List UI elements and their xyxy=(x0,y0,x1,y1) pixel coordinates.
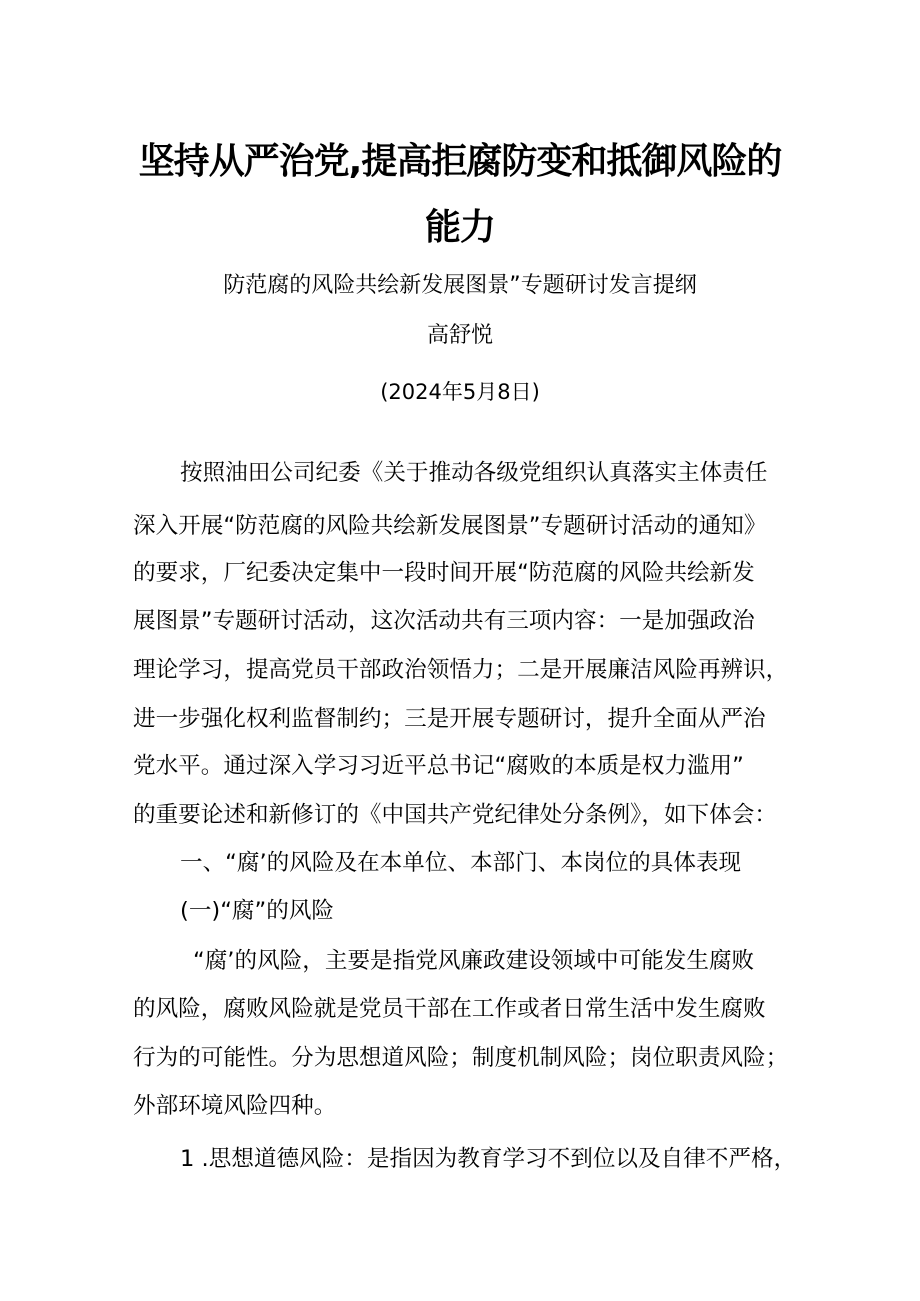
section-heading: 一、“腐’的风险及在本单位、本部门、本岗位的具体表现 xyxy=(180,850,742,876)
paragraph-line: 的重要论述和新修订的《中国共产党纪律处分条例》，如下体会： xyxy=(133,802,777,828)
paragraph-line: 展图景”专题研讨活动，这次活动共有三项内容：一是加强政治 xyxy=(133,608,755,634)
paragraph-line: 按照油田公司纪委《关于推动各级党组织认真落实主体责任 xyxy=(180,460,768,486)
paragraph-line: “腐’的风险，主要是指党风廉政建设领域中可能发生腐败 xyxy=(193,948,755,974)
paragraph-line: 的风险，腐败风险就是党员干部在工作或者日常生活中发生腐败 xyxy=(133,996,766,1022)
paragraph-line: 党水平。通过深入学习习近平总书记“腐败的本质是权力滥用” xyxy=(133,753,744,779)
paragraph-line: 外部环境风险四种。 xyxy=(133,1093,337,1119)
document-subtitle: 防范腐的风险共绘新发展图景”专题研讨发言提纲 xyxy=(223,273,697,298)
paragraph-line: 深入开展“防范腐的风险共绘新发展图景”专题研讨活动的通知》 xyxy=(133,513,767,539)
paragraph-line: 理论学习，提高党员干部政治领悟力；二是开展廉洁风险再辨识， xyxy=(133,657,789,683)
paragraph-line: 行为的可能性。分为思想道风险；制度机制风险；岗位职责风险； xyxy=(133,1045,789,1071)
document-date: (2024年5月8日) xyxy=(380,380,540,404)
document-title-line2: 能力 xyxy=(424,207,495,248)
document-title-line1: 坚持从严治党,提高拒腐防变和抵御风险的 xyxy=(138,141,782,182)
subsection-heading: (一)“腐”的风险 xyxy=(180,898,335,924)
paragraph-line: 进一步强化权利监督制约；三是开展专题研讨，提升全面从严治 xyxy=(133,706,766,732)
paragraph-line: 的要求，厂纪委决定集中一段时间开展“防范腐的风险共绘新发 xyxy=(133,560,755,586)
paragraph-line: 1 .思想道德风险：是指因为教育学习不到位以及自律不严格， xyxy=(180,1146,797,1172)
document-author: 高舒悦 xyxy=(426,323,493,348)
